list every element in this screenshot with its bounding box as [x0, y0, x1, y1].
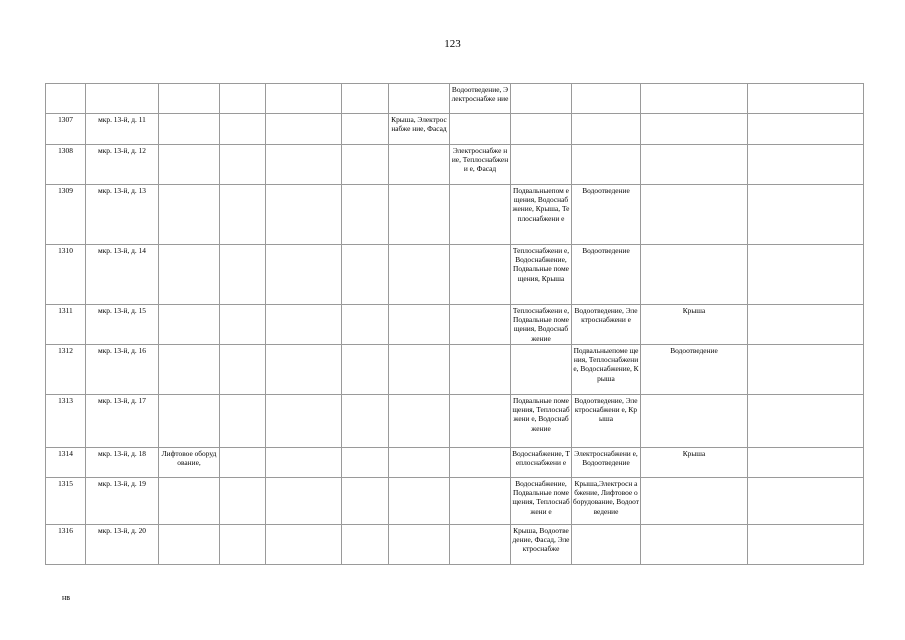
- work-cell: [220, 84, 266, 114]
- work-cell: [220, 245, 266, 305]
- work-cell: [641, 114, 748, 145]
- row-number-cell: 1311: [46, 305, 86, 345]
- work-cell: Водоотведение: [572, 185, 641, 245]
- footer-note: нв: [62, 593, 71, 602]
- row-number-cell: 1315: [46, 478, 86, 525]
- address-cell: мкр. 13-й, д. 18: [86, 448, 159, 478]
- table-row: [46, 114, 864, 145]
- row-number-cell: 1313: [46, 395, 86, 448]
- work-cell: [266, 525, 342, 565]
- work-cell: [641, 478, 748, 525]
- work-cell: [389, 478, 450, 525]
- work-cell: Водоотведение: [572, 245, 641, 305]
- work-cell: [342, 395, 389, 448]
- work-cell: [450, 345, 511, 395]
- work-cell: [511, 114, 572, 145]
- work-cell: [572, 114, 641, 145]
- work-cell: Электроснабжени е, Водоотведение: [572, 448, 641, 478]
- work-cell: [159, 145, 220, 185]
- work-cell: [511, 145, 572, 185]
- work-cell: [748, 305, 864, 345]
- work-cell: Водоснабжение, Теплоснабжени е: [511, 448, 572, 478]
- work-cell: [266, 448, 342, 478]
- work-cell: [220, 114, 266, 145]
- work-cell: [641, 185, 748, 245]
- work-cell: [266, 395, 342, 448]
- work-cell: [389, 345, 450, 395]
- work-cell: [342, 345, 389, 395]
- row-number-cell: 1316: [46, 525, 86, 565]
- work-cell: [266, 114, 342, 145]
- work-cell: [159, 395, 220, 448]
- work-cell: [342, 84, 389, 114]
- table-row: [46, 395, 864, 448]
- work-cell: [389, 448, 450, 478]
- work-cell: Водоотведение, Электроснабжени е: [572, 305, 641, 345]
- table-row: [46, 245, 864, 305]
- address-cell: мкр. 13-й, д. 19: [86, 478, 159, 525]
- work-cell: [389, 245, 450, 305]
- address-cell: мкр. 13-й, д. 16: [86, 345, 159, 395]
- work-cell: [389, 395, 450, 448]
- address-cell: мкр. 13-й, д. 13: [86, 185, 159, 245]
- row-number-cell: 1312: [46, 345, 86, 395]
- table-row: [46, 345, 864, 395]
- work-cell: Крыша: [641, 305, 748, 345]
- work-cell: [641, 84, 748, 114]
- work-cell: Водоотведение, Электроснабже ние: [450, 84, 511, 114]
- work-cell: Водоотведение: [641, 345, 748, 395]
- address-cell: мкр. 13-й, д. 14: [86, 245, 159, 305]
- work-cell: [572, 84, 641, 114]
- work-cell: [266, 478, 342, 525]
- address-cell: мкр. 13-й, д. 17: [86, 395, 159, 448]
- work-cell: [342, 478, 389, 525]
- work-cell: [511, 345, 572, 395]
- work-cell: [342, 185, 389, 245]
- work-cell: [572, 145, 641, 185]
- work-cell: [220, 448, 266, 478]
- address-cell: мкр. 13-й, д. 12: [86, 145, 159, 185]
- table-row: [46, 478, 864, 525]
- work-cell: Теплоснабжени е, Водоснабжение, Подвальные помещения, Крыша: [511, 245, 572, 305]
- work-cell: [450, 245, 511, 305]
- work-cell: Теплоснабжени е, Подвальные помещения, Водоснабжение: [511, 305, 572, 345]
- work-cell: [220, 185, 266, 245]
- work-cell: [389, 525, 450, 565]
- row-number-cell: 1310: [46, 245, 86, 305]
- work-cell: [159, 345, 220, 395]
- work-cell: [266, 345, 342, 395]
- work-cell: Электроснабже ние, Теплоснабжени е, Фасад: [450, 145, 511, 185]
- work-cell: [748, 84, 864, 114]
- work-cell: [159, 84, 220, 114]
- work-cell: [220, 345, 266, 395]
- work-cell: [748, 145, 864, 185]
- work-cell: Водоснабжение, Подвальные помещения, Теплоснабжени е: [511, 478, 572, 525]
- work-cell: [266, 185, 342, 245]
- work-cell: Подвальныепом ещения, Водоснабжение, Крыша, Теплоснабжени е: [511, 185, 572, 245]
- work-cell: [220, 395, 266, 448]
- work-cell: [342, 114, 389, 145]
- work-cell: Крыша, Водоотведение, Фасад, Электроснабже: [511, 525, 572, 565]
- work-cell: [389, 305, 450, 345]
- work-cell: [511, 84, 572, 114]
- work-cell: [748, 185, 864, 245]
- work-cell: [159, 305, 220, 345]
- work-cell: [748, 114, 864, 145]
- work-cell: [342, 448, 389, 478]
- work-cell: [159, 525, 220, 565]
- work-cell: Крыша, Электроснабже ние, Фасад: [389, 114, 450, 145]
- work-cell: Крыша: [641, 448, 748, 478]
- work-cell: [220, 478, 266, 525]
- work-cell: [748, 525, 864, 565]
- work-cell: [641, 525, 748, 565]
- address-cell: мкр. 13-й, д. 15: [86, 305, 159, 345]
- table-row: [46, 185, 864, 245]
- work-cell: Лифтовое оборудование,: [159, 448, 220, 478]
- row-number-cell: 1309: [46, 185, 86, 245]
- work-cell: [748, 478, 864, 525]
- table-row: [46, 525, 864, 565]
- work-cell: Водоотведение, Электроснабжени е, Крыша: [572, 395, 641, 448]
- work-cell: [450, 114, 511, 145]
- work-cell: [389, 185, 450, 245]
- address-cell: мкр. 13-й, д. 20: [86, 525, 159, 565]
- work-cell: [748, 345, 864, 395]
- work-cell: [220, 525, 266, 565]
- work-cell: [159, 245, 220, 305]
- work-cell: [641, 395, 748, 448]
- row-number-cell: 1308: [46, 145, 86, 185]
- work-cell: Подвальные помещения, Теплоснабжени е, Водоснабжение: [511, 395, 572, 448]
- work-cell: [266, 84, 342, 114]
- work-cell: [450, 395, 511, 448]
- work-cell: [220, 145, 266, 185]
- row-number-cell: [46, 84, 86, 114]
- repair-schedule-table: [45, 83, 864, 565]
- work-cell: [220, 305, 266, 345]
- work-cell: Крыша,Электросн абжение, Лифтовое оборудование, Водоотведение: [572, 478, 641, 525]
- work-cell: [266, 145, 342, 185]
- work-cell: [389, 84, 450, 114]
- work-cell: [342, 305, 389, 345]
- address-cell: мкр. 13-й, д. 11: [86, 114, 159, 145]
- work-cell: [450, 525, 511, 565]
- work-cell: [748, 448, 864, 478]
- work-cell: [641, 245, 748, 305]
- work-cell: [450, 305, 511, 345]
- table-row: [46, 448, 864, 478]
- work-cell: Подвальныепоме щения, Теплоснабжение, Водоснабжение, Крыша: [572, 345, 641, 395]
- table-row: [46, 84, 864, 114]
- work-cell: [342, 245, 389, 305]
- work-cell: [159, 185, 220, 245]
- work-cell: [266, 245, 342, 305]
- work-cell: [748, 245, 864, 305]
- row-number-cell: 1314: [46, 448, 86, 478]
- page-number: 123: [444, 38, 461, 50]
- row-number-cell: 1307: [46, 114, 86, 145]
- work-cell: [450, 478, 511, 525]
- work-cell: [389, 145, 450, 185]
- table-row: [46, 305, 864, 345]
- work-cell: [342, 145, 389, 185]
- work-cell: [159, 114, 220, 145]
- work-cell: [159, 478, 220, 525]
- work-cell: [748, 395, 864, 448]
- work-cell: [641, 145, 748, 185]
- address-cell: [86, 84, 159, 114]
- work-cell: [450, 185, 511, 245]
- work-cell: [266, 305, 342, 345]
- table-row: [46, 145, 864, 185]
- work-cell: [572, 525, 641, 565]
- work-cell: [450, 448, 511, 478]
- work-cell: [342, 525, 389, 565]
